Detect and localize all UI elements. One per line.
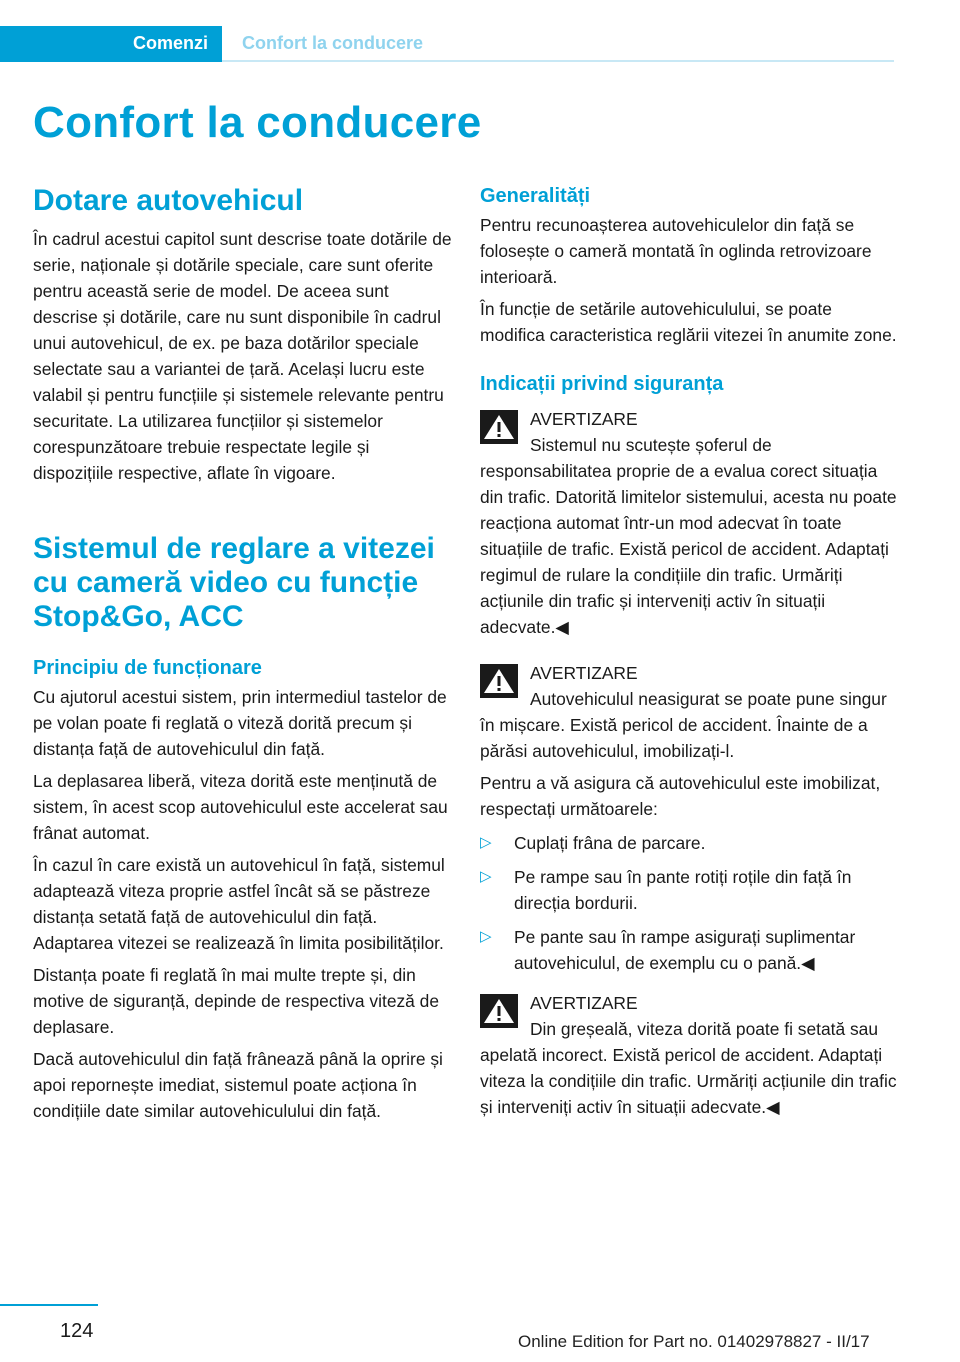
warning-block-3 [480, 990, 900, 1120]
tab-comenzi[interactable] [0, 26, 222, 62]
list-item-text: Pe rampe sau în pante rotiți roțile din față în direcția bordurii. [514, 867, 852, 913]
page-header [0, 0, 960, 62]
heading-indicatii-siguranta: Indicații privind siguranța [480, 373, 724, 395]
paragraph-generalitati-2: În funcție de setările autovehiculului, se poate modifica caracteristica reglării vitezei în anumite zone. [480, 299, 897, 345]
footer-divider [0, 1304, 98, 1306]
heading-dotare-autovehicul: Dotare autovehicul [33, 184, 304, 217]
bullet-triangle-icon: ▷ [480, 928, 492, 945]
page-number: 124 [60, 1320, 94, 1342]
left-column [33, 184, 453, 1124]
list-item [480, 924, 900, 976]
warning-1-title: AVERTIZARE [530, 409, 638, 429]
bullet-triangle-icon: ▷ [480, 834, 492, 851]
list-item-text: Pe pante sau în rampe asigurați suplimentar autovehiculul, de exemplu cu o pană.◀ [514, 927, 856, 973]
warning-2-title: AVERTIZARE [530, 663, 638, 683]
header-divider [222, 60, 894, 62]
paragraph-asigura: Pentru a vă asigura că autovehiculul este imobilizat, respectați următoarele: [480, 773, 881, 819]
paragraph-principiu-1: Cu ajutorul acestui sistem, prin intermediul tastelor de pe volan poate fi reglată o viteză dorită precum și distanța față de autovehiculul din față. [33, 687, 447, 759]
online-edition-note: Online Edition for Part no. 01402978827 - II/17 [518, 1332, 870, 1351]
tab-comenzi-label: Comenzi [132, 33, 208, 53]
heading-generalitati: Generalități [480, 185, 591, 207]
warning-3-title: AVERTIZARE [530, 993, 638, 1013]
paragraph-dotare: În cadrul acestui capitol sunt descrise toate dotările de serie, naționale și dotările speciale, care sunt oferite pentru această serie de model. De aceea sunt descrise și dotările, care nu sunt disponibile în cadrul unui autovehicul, de ex. pe baza dotărilor speciale selectate sau a variantei de țară. Același lucru este valabil și pentru funcțiile și sistemele relevante pentru securitate. La utilizarea funcțiilor și sistemelor corespunzătoare trebuie respectate legile și dispozițiile respective, aflate în vigoare. [33, 229, 452, 483]
warning-icon [480, 994, 518, 1028]
tab-confort-la-conducere[interactable]: Confort la conducere [242, 33, 424, 53]
paragraph-principiu-5: Dacă autovehiculul din față frânează până la oprire și apoi repornește imediat, sistemul poate acționa în condițiile date similar autovehiculului din față. [33, 1049, 443, 1121]
warning-3-text: Din greșeală, viteza dorită poate fi setată sau apelată incorect. Există pericol de accident. Adaptați viteza la condițiile din trafic. Urmăriți acțiunile din trafic și interveniți activ în situații adecvate.◀ [480, 1019, 897, 1117]
warning-block-2 [480, 660, 900, 764]
warning-icon [480, 410, 518, 444]
heading-principiu: Principiu de funcționare [33, 657, 262, 679]
list-item [480, 830, 900, 856]
heading-sistem-acc: Sistemul de reglare a vitezei cu cameră video cu funcție Stop&Go, ACC [33, 532, 435, 633]
paragraph-principiu-4: Distanța poate fi reglată în mai multe trepte și, din motive de siguranță, depinde de respectiva viteză de deplasare. [33, 965, 440, 1037]
paragraph-principiu-2: La deplasarea liberă, viteza dorită este menținută de sistem, în acest scop autovehiculul este accelerat sau frânat automat. [33, 771, 448, 843]
list-item [480, 864, 900, 916]
right-column [480, 184, 900, 1120]
list-item-text: Cuplați frâna de parcare. [514, 833, 706, 853]
paragraph-generalitati-1: Pentru recunoașterea autovehiculelor din față se folosește o cameră montată în oglinda retrovizoare interioară. [480, 215, 872, 287]
warning-1-text: Sistemul nu scutește șoferul de responsabilitatea proprie de a evalua corect situația din trafic. Datorită limitelor sistemului, acesta nu poate reacționa automat într-un mod adecvat în toate situațiile de trafic. Există pericol de accident. Adaptați regimul de rulare la condițiile din trafic. Urmăriți acțiunile din trafic și interveniți activ în situații adecvate.◀ [480, 435, 897, 637]
imobilizare-list [480, 830, 900, 976]
page-title: Confort la conducere [33, 98, 482, 147]
warning-2-text: Autovehiculul neasigurat se poate pune singur în mișcare. Există pericol de accident. Înainte de a părăsi autovehiculul, imobilizați-l. [480, 689, 887, 761]
warning-icon [480, 664, 518, 698]
warning-block-1 [480, 406, 900, 640]
paragraph-principiu-3: În cazul în care există un autovehicul în față, sistemul adaptează viteza proprie astfel încât să se păstreze distanța setată față de autovehiculul din față. Adaptarea vitezei se realizează în limita posibilităților. [33, 855, 445, 953]
bullet-triangle-icon: ▷ [480, 868, 492, 885]
